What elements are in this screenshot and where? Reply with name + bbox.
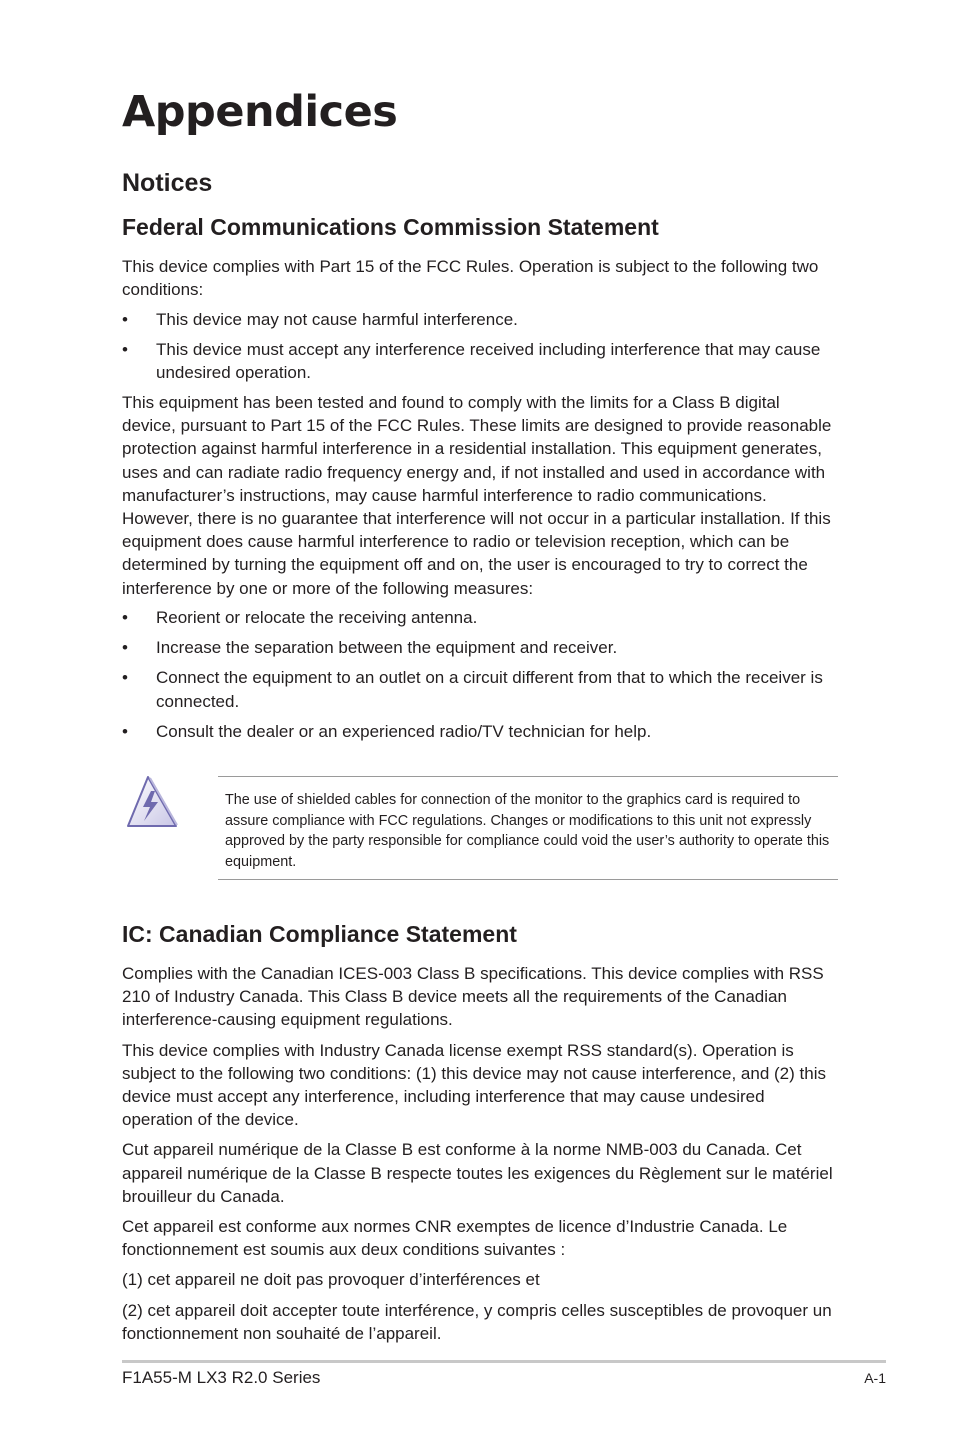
ic-body-block bbox=[122, 962, 838, 1345]
list-item-text: This device may not cause harmful interference. bbox=[156, 310, 518, 329]
list-item bbox=[122, 636, 838, 659]
bullet-glyph: • bbox=[122, 310, 128, 329]
bullet-glyph: • bbox=[122, 721, 128, 741]
list-item bbox=[122, 666, 838, 712]
bullet-glyph: • bbox=[122, 638, 128, 658]
ic-paragraph: (2) cet appareil doit accepter toute interférence, y compris celles susceptibles de provoquer un fonctionnement non souhaité de l’appareil. bbox=[122, 1300, 832, 1343]
ic-heading: IC: Canadian Compliance Statement bbox=[122, 921, 517, 947]
list-item bbox=[122, 606, 838, 629]
ic-paragraph: This device complies with Industry Canada license exempt RSS standard(s). Operation is subject to the following two conditions: (1) this device may not cause interference, and (2) this device must accept any interference, including interference that may cause undesired operation of the device. bbox=[122, 1040, 826, 1130]
fcc-measures-list bbox=[122, 606, 838, 743]
fcc-body-block bbox=[122, 391, 838, 600]
fcc-conditions-list bbox=[122, 308, 838, 385]
list-item bbox=[122, 720, 838, 743]
fcc-body: This equipment has been tested and found to comply with the limits for a Class B digital device, pursuant to Part 15 of the FCC Rules. These limits are designed to provide reasonable protection against harmful interference in a residential installation. This equipment generates, uses and can radiate radio frequency energy and, if not installed and used in accordance with manufacturer’s instructions, may cause harmful interference to radio communications. However, there is no guarantee that interference will not occur in a particular installation. If this equipment does cause harmful interference to radio or television reception, which can be determined by turning the equipment off and on, the user is encouraged to try to correct the interference by one or more of the following measures: bbox=[122, 393, 832, 598]
fcc-heading: Federal Communications Commission Statement bbox=[122, 214, 659, 240]
fcc-intro: This device complies with Part 15 of the FCC Rules. Operation is subject to the following two conditions: bbox=[122, 257, 819, 300]
ic-paragraph: Cet appareil est conforme aux normes CNR exemptes de licence d’Industrie Canada. Le fonctionnement est soumis aux deux conditions suivantes : bbox=[122, 1217, 788, 1260]
list-item bbox=[122, 308, 838, 331]
footer-divider bbox=[122, 1360, 886, 1363]
footer-product-name: F1A55-M LX3 R2.0 Series bbox=[122, 1368, 321, 1387]
notices-heading: Notices bbox=[122, 169, 213, 197]
list-item-text: Reorient or relocate the receiving antenna. bbox=[156, 608, 478, 627]
fcc-note-box bbox=[218, 776, 838, 880]
bullet-glyph: • bbox=[122, 668, 128, 688]
list-item-text: This device must accept any interference received including interference that may cause undesired operation. bbox=[156, 340, 821, 383]
ic-paragraph: Complies with the Canadian ICES-003 Class B specifications. This device complies with RSS 210 of Industry Canada. This Class B device meets all the requirements of the Canadian interference-causing equipment regulations. bbox=[122, 964, 824, 1030]
list-item bbox=[122, 338, 838, 384]
ic-paragraph: (1) cet appareil ne doit pas provoquer d’interférences et bbox=[122, 1270, 540, 1290]
page-title: Appendices bbox=[122, 87, 398, 137]
footer-page-number: A-1 bbox=[864, 1370, 886, 1386]
warning-lightning-icon bbox=[124, 774, 180, 830]
fcc-note-text: The use of shielded cables for connection of the monitor to the graphics card is required to assure compliance with FCC regulations. Changes or modifications to this unit not expressly approved by the party responsible for compliance could void the user’s authority to operate this equipment. bbox=[225, 792, 830, 870]
list-item-text: Connect the equipment to an outlet on a circuit different from that to which the receiver is connected. bbox=[156, 668, 823, 711]
list-item-text: Consult the dealer or an experienced radio/TV technician for help. bbox=[156, 721, 652, 741]
bullet-glyph: • bbox=[122, 608, 128, 627]
list-item-text: Increase the separation between the equipment and receiver. bbox=[156, 638, 618, 658]
ic-paragraph: Cut appareil numérique de la Classe B est conforme à la norme NMB-003 du Canada. Cet appareil numérique de la Classe B respecte toutes les exigences du Règlement sur le matériel brouilleur du Canada. bbox=[122, 1140, 833, 1206]
bullet-glyph: • bbox=[122, 340, 128, 360]
fcc-intro-block bbox=[122, 255, 838, 301]
